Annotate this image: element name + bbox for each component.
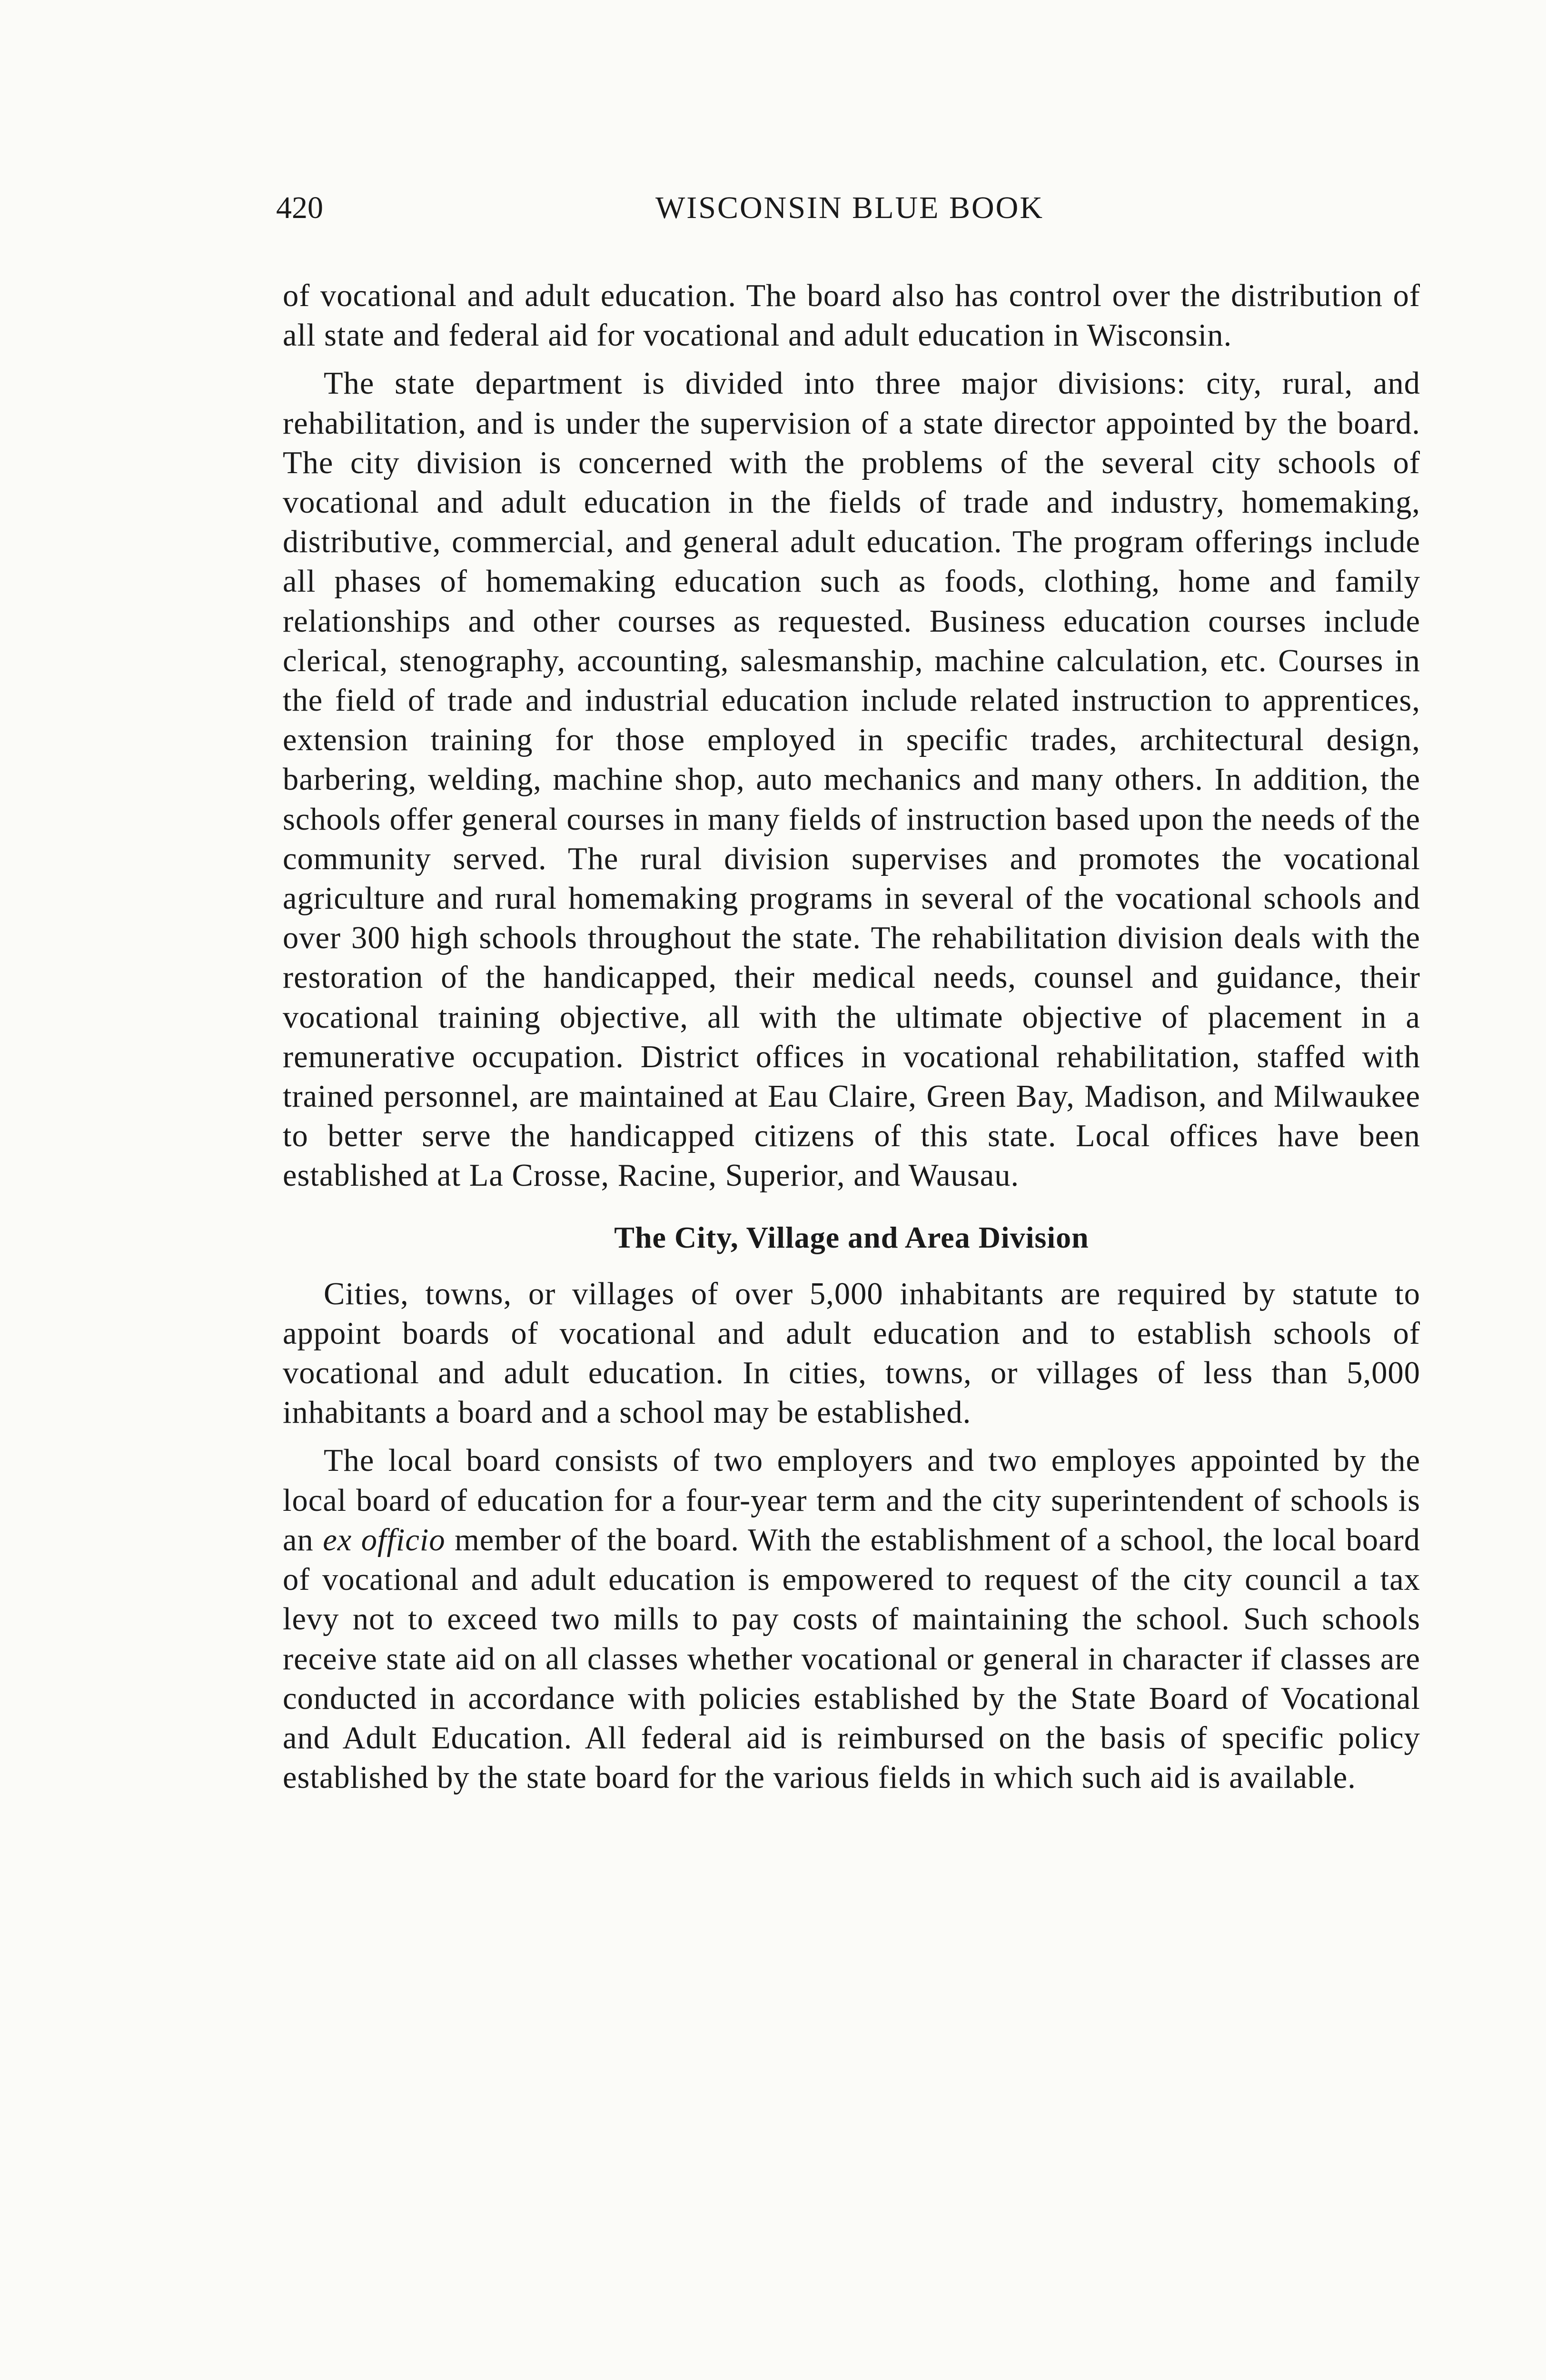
- running-head: WISCONSIN BLUE BOOK: [655, 190, 1044, 225]
- paragraph-continued: of vocational and adult education. The board also has control over the distribution of all state and federal aid for vocational and adult education in Wisconsin.: [283, 278, 1420, 353]
- paragraph-gap: [283, 1432, 1420, 1441]
- page-header: [276, 187, 1423, 229]
- paragraph-cities-towns: Cities, towns, or villages of over 5,000 inhabitants are required by statute to appoint boards of vocational and adult education and to establish schools of vocational and adult education. In cities, towns, or villages of less than 5,000 inhabitants a board and a school may be established.: [283, 1276, 1420, 1430]
- italic-term: ex officio: [323, 1522, 446, 1557]
- page-number: 420: [276, 190, 323, 225]
- section-heading: The City, Village and Area Division: [614, 1220, 1089, 1254]
- text-run: member of the board. With the establishment of a school, the local board of vocational and adult education is empowered to request of the city council a tax levy not to exceed two mills to pay costs of maintaining the school. Such schools receive state aid on all classes whether vocational or general in character if classes are conducted in accordance with policies established by the State Board of Vocational and Adult Education. All federal aid is reimbursed on the basis of specific policy established by the state board for the various fields in which such aid is available.: [283, 1522, 1421, 1795]
- text-run: The local board consists of two employers and two employes appointed by the local board of education for a four-year term and the city superintendent of schools is an: [283, 1443, 1420, 1557]
- body-text: [283, 276, 1420, 1797]
- paragraph-state-department: The state department is divided into three major divisions: city, rural, and rehabilitation, and is under the supervision of a state director appointed by the board. The city division is concerned with the problems of the several city schools of vocational and adult education in the fields of trade and industry, homemaking, distributive, commercial, and general adult education. The program offerings include all phases of homemaking education such as foods, clothing, home and family relationships and other courses as requested. Business education courses include clerical, stenography, accounting, salesmanship, machine calculation, etc. Courses in the field of trade and industrial education include related instruction to apprentices, extension training for those employed in specific trades, architectural design, barbering, welding, machine shop, auto mechanics and many others. In addition, the schools offer general courses in many fields of instruction based upon the needs of the community served. The rural division supervises and promotes the vocational agriculture and rural homemaking programs in several of the vocational schools and over 300 high schools throughout the state. The rehabilitation division deals with the restoration of the handicapped, their medical needs, counsel and guidance, their vocational training objective, all with the ultimate objective of placement in a remunerative occupation. District offices in vocational rehabilitation, staffed with trained personnel, are maintained at Eau Claire, Green Bay, Madison, and Milwaukee to better serve the handicapped citizens of this state. Local offices have been established at La Crosse, Racine, Superior, and Wausau.: [283, 366, 1420, 1193]
- paragraph-local-board: [283, 1441, 1420, 1797]
- paragraph-gap: [283, 355, 1420, 364]
